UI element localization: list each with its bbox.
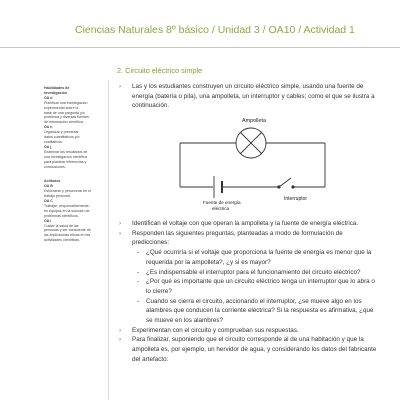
activity-list [119, 219, 377, 365]
sidebar-line: datos cuantitativos y/o [44, 135, 80, 140]
question-text: ¿Por qué es importante que un circuito eléctrico tenga un interruptor que lo abra o lo cierre? [146, 278, 375, 295]
question-text: Cuando se cierra el circuito, accionando el interruptor, ¿se mueve algo en los alambres que conducen la corriente eléctrica? Si la respuesta es afirmativa, ¿qué se mueve en los alambres? [146, 297, 374, 325]
dash-icon: - [137, 249, 140, 257]
intro-text: Las y los estudiantes construyen un circuito eléctrico simple, usando una fuente de energía (batería o pila), una ampolleta, un interruptor y cables; como el que se ilustra a continuación. [132, 83, 375, 110]
sidebar-objectives [44, 86, 102, 243]
sidebar-line: OA B [44, 184, 53, 189]
sidebar-line: conclusiones. [44, 164, 66, 169]
sidebar-line: OA d [44, 95, 53, 100]
header-divider [0, 47, 400, 48]
question-text: ¿Qué ocurriría si el voltaje que proporciona la fuente de energía es menor que la requerida por la ampolleta?, ¿y si es mayor? [146, 249, 372, 266]
sidebar-line: Examinar los resultados de [44, 149, 88, 154]
list-item [119, 219, 377, 229]
list-item-text: Identifican el voltaje con que operan la ampolleta y la fuente de energía eléctrica. [132, 220, 359, 227]
list-item-text: Responden las siguientes preguntas, planteadas a modo de formulación de predicciones: [132, 229, 343, 247]
sidebar-group-skills [44, 86, 102, 169]
question-item [119, 248, 377, 267]
question-item [119, 268, 377, 278]
sidebar-line: OA j [44, 144, 52, 149]
dash-icon: - [137, 268, 140, 276]
sidebar-line: las implicancias éticas en las [44, 233, 91, 238]
sidebar-line: investigación [44, 90, 67, 95]
chevron-right-icon: › [119, 83, 122, 90]
list-item [119, 326, 377, 336]
bulb-icon [236, 128, 266, 158]
chevron-right-icon: › [119, 220, 122, 227]
sidebar-line: OA h [44, 125, 53, 130]
sidebar-line: Cuidar la salud de las [44, 223, 79, 228]
chevron-right-icon: › [119, 336, 122, 344]
sidebar-line: OA I [44, 218, 52, 223]
sidebar-line: Trabajar, responsablemente, [44, 203, 90, 208]
question-text: ¿Es indispensable el interruptor para el funcionamiento del circuito eléctrico? [146, 268, 361, 276]
question-item [119, 277, 377, 296]
sidebar-divider [108, 80, 109, 400]
intro-block [119, 82, 377, 111]
battery-icon [214, 176, 222, 198]
sidebar-line: cualitativos. [44, 139, 63, 144]
sidebar-line: Habilidades de [44, 86, 70, 90]
sidebar-line: personas y ser consciente de [44, 228, 91, 233]
source-label: Fuente de energía [203, 200, 241, 205]
dash-icon: - [137, 297, 140, 305]
list-item-text: Para finalizar, suponiendo que el circuito corresponde al de una habitación y que la ampolleta es, por ejemplo, un hervidor de agua, y considerando los datos del fabricante del artefacto: [132, 336, 377, 363]
bulb-label: Ampolleta [242, 118, 266, 124]
sidebar-line: problemas científicos. [44, 213, 79, 218]
chevron-right-icon: › [119, 229, 122, 237]
sidebar-line: trabajo personal. [44, 194, 71, 199]
sidebar-line: problema y diversas fuentes [44, 115, 89, 120]
section-title: 2. Circuito eléctrico simple [117, 66, 203, 75]
sidebar-line: una investigación científica [44, 154, 87, 159]
switch-label: Interruptor [284, 196, 308, 202]
sidebar-line: Actitudes [44, 179, 61, 184]
sidebar-line: base de una pregunta y/o [44, 110, 85, 115]
switch-icon [278, 178, 294, 188]
list-item-text: Experimentan con el circuito y comprueban sus respuestas. [132, 326, 299, 334]
sidebar-line: Organizar y presentar [44, 130, 79, 135]
sidebar-line: actividades científicas. [44, 238, 80, 243]
question-item [119, 297, 377, 326]
dash-icon: - [137, 278, 140, 286]
sidebar-line: en equipos en la solución de [44, 208, 90, 213]
chevron-right-icon: › [119, 326, 122, 334]
list-item [119, 335, 377, 364]
sidebar-group-attitudes [44, 179, 102, 243]
list-item [119, 82, 377, 111]
sidebar-line: Planificar una investigación [44, 100, 88, 105]
source-label-2: eléctrica [212, 206, 230, 211]
list-item [119, 229, 377, 248]
circuit-diagram [150, 112, 350, 222]
sidebar-line: Esforzarse y perseverar en el [44, 189, 91, 194]
sidebar-gap [44, 169, 102, 179]
sidebar-line: para plantear inferencias y [44, 159, 87, 164]
sidebar-line: OA C [44, 199, 53, 204]
sidebar-line: de información científica. [44, 120, 84, 125]
sidebar-line: experimental sobre la [44, 105, 79, 110]
page-header: Ciencias Naturales 8º básico / Unidad 3 / OA10 / Actividad 1 [75, 24, 355, 36]
